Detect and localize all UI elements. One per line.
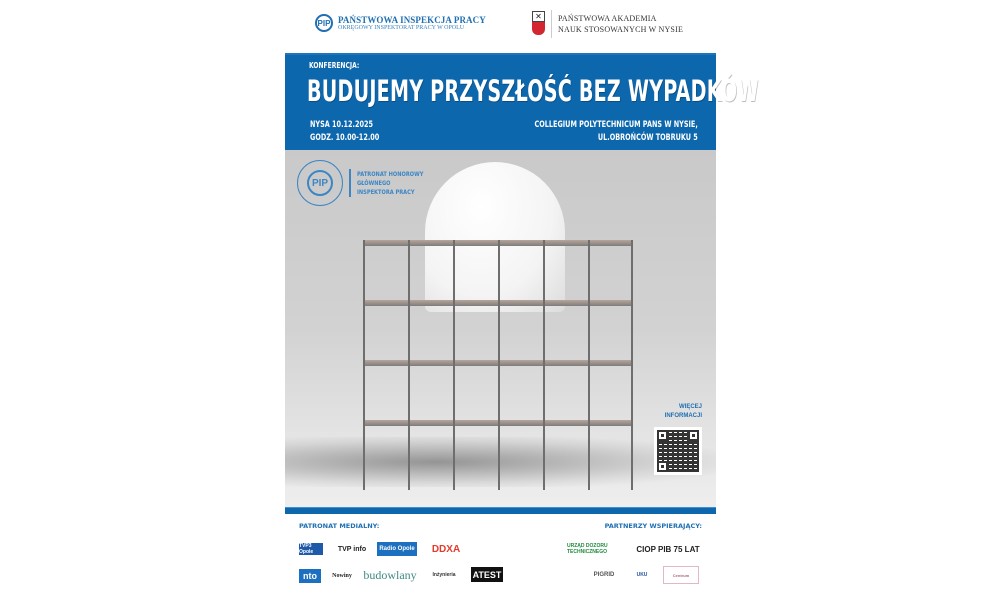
logo-radio-opole: Radio Opole <box>377 542 417 556</box>
venue-line-2: UL.OBROŃCÓW TOBRUKU 5 <box>598 133 698 143</box>
pans-shield-icon: ✕ <box>532 11 545 37</box>
venue <box>535 119 698 145</box>
logo-tvp-info: TVP info <box>337 545 367 553</box>
patronage-line-1: PATRONAT HONOROWY <box>357 170 424 178</box>
title-banner <box>285 53 759 150</box>
logo-inzynieria: Inżynieria <box>432 572 456 578</box>
venue-line-1: COLLEGIUM POLYTECHNICUM PANS W NYSIE, <box>534 120 698 130</box>
page-title: BUDUJEMY PRZYSZŁOŚĆ BEZ WYPADKÓW <box>307 74 759 108</box>
logo-pigrid: PIGRID <box>593 572 615 578</box>
logo-nto: nto <box>299 569 321 583</box>
pip-name: PAŃSTWOWA INSPEKCJA PRACY <box>338 15 486 25</box>
date-time <box>310 119 379 145</box>
more-info-label: WIĘCEJ INFORMACJI <box>664 404 702 419</box>
logo-atest: ATEST <box>471 567 503 582</box>
logo-uku: UKU <box>636 572 648 578</box>
scaffolding-illustration <box>363 220 633 490</box>
pip-logo <box>315 14 486 32</box>
event-date: NYSA 10.12.2025 <box>310 120 374 130</box>
logo-udt: URZĄD DOZORU TECHNICZNEGO <box>567 543 608 555</box>
pans-logo <box>532 10 683 38</box>
patronage-line-3: INSPEKTORA PRACY <box>357 188 415 196</box>
logo-tvp3: TVP3 Opole <box>299 543 323 555</box>
conference-poster <box>285 0 759 600</box>
logo-budowlany: budowlany <box>363 567 417 582</box>
hero-image <box>285 150 716 507</box>
qr-code[interactable] <box>654 427 702 475</box>
logo-nowiny: Nowiny <box>332 572 352 579</box>
bottom-bar <box>285 507 716 514</box>
logo-centrum: Centrum <box>663 566 699 584</box>
pip-subtitle: OKRĘGOWY INSPEKTORAT PRACY W OPOLU <box>338 25 465 31</box>
pip-emblem-icon: PIP <box>315 14 333 32</box>
divider <box>349 169 351 197</box>
pans-line-1: PAŃSTWOWA AKADEMIA <box>558 14 657 23</box>
kicker: KONFERENCJA: <box>309 61 360 70</box>
media-patronage-label: PATRONAT MEDIALNY: <box>299 522 380 530</box>
partners-label: PARTNERZY WSPIERAJĄCY: <box>604 522 702 530</box>
event-time: GODZ. 10.00-12.00 <box>310 133 380 143</box>
logo-ddxa: DDXA <box>431 543 461 555</box>
divider <box>551 10 552 38</box>
patronage-line-2: GŁÓWNEGO <box>357 179 391 187</box>
header-logos <box>285 8 716 48</box>
qr-code-icon <box>657 430 699 472</box>
pans-line-2: NAUK STOSOWANYCH W NYSIE <box>558 25 684 34</box>
honorary-patronage <box>297 160 435 206</box>
logo-ciop-pib: CIOP PIB 75 LAT <box>636 544 700 554</box>
pip-seal-icon: PIP <box>297 160 343 206</box>
